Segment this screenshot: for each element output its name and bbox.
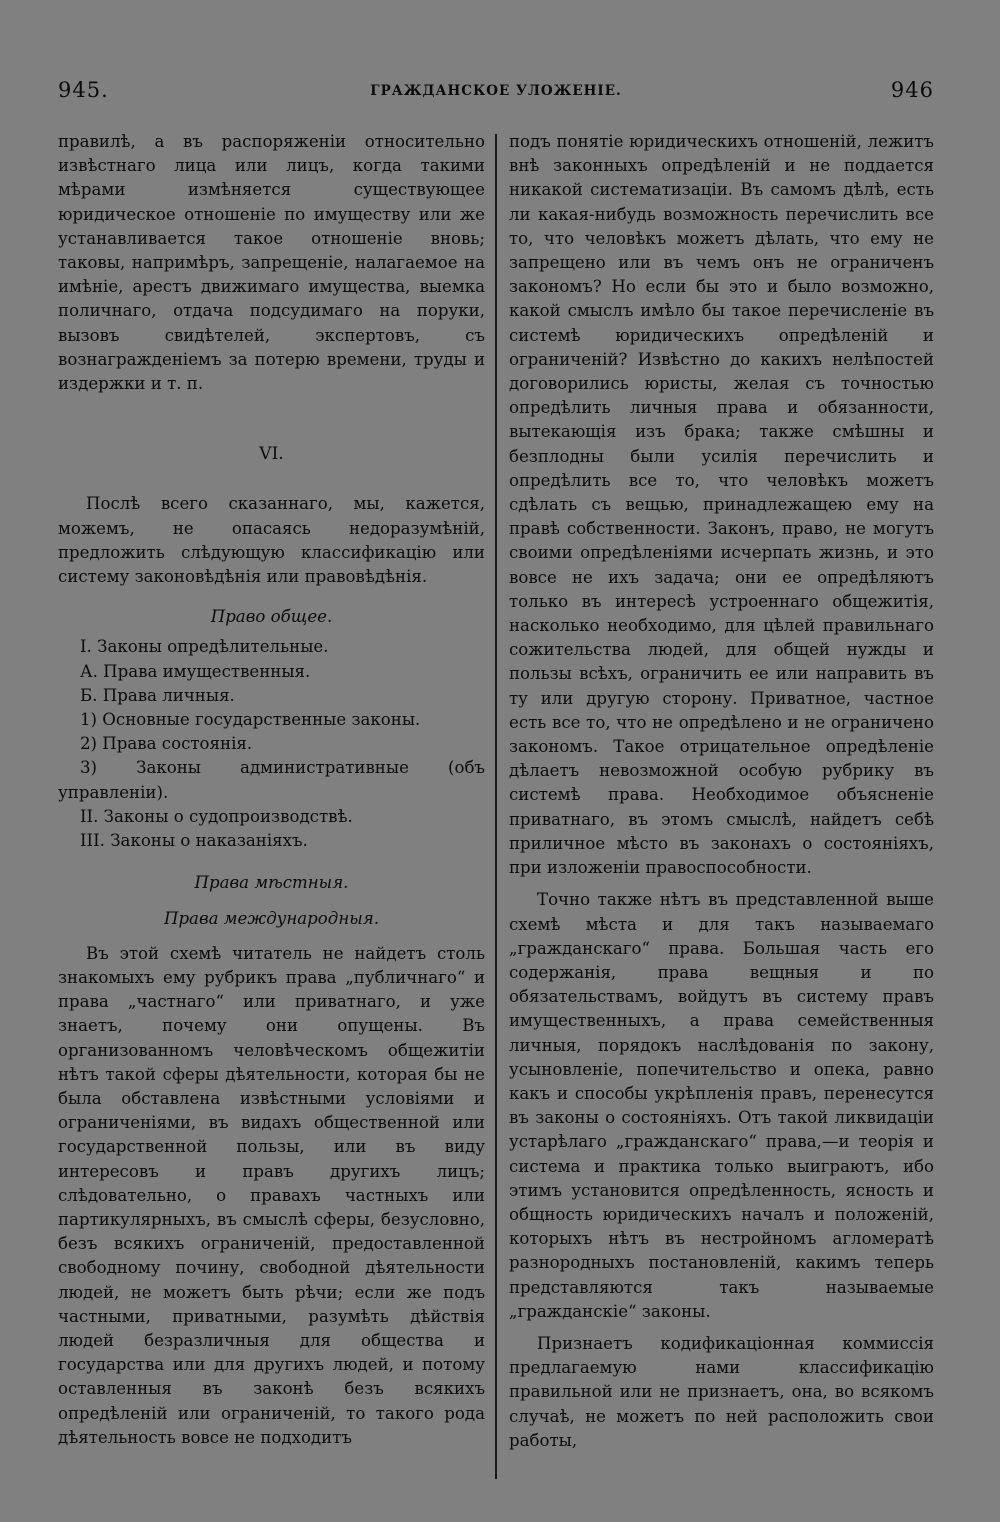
list-item: I. Законы опредѣлительные. [80,637,329,657]
list-item: III. Законы о наказаніяхъ. [80,831,308,851]
subheading: Права мѣстныя. [194,873,349,893]
column-divider [495,134,497,1479]
paragraph: подъ понятіе юридическихъ отношеній, лежитъ внѣ законныхъ опредѣленій и не поддается никакой систематизаціи. Въ самомъ дѣлѣ, есть ли какая-нибудь возможность перечислить все то, что человѣкъ можетъ дѣлать, что ему не запрещено или въ чемъ онъ не ограниченъ закономъ? Но если бы это и было возможно, какой смыслъ имѣло бы такое перечисленіе въ системѣ юридическихъ опредѣленій и ограниченій? Извѣстно до какихъ нелѣпостей договорились юристы, желая съ точностью опредѣлить личныя права и обязанности, вытекающія изъ брака; также смѣшны и безплодны были усилія перечислить и опредѣлить все то, что человѣкъ можетъ сдѣлать съ вещью, принадлежащею ему на правѣ собственности. Законъ, право, не могутъ своими опредѣленіями исчерпать жизнь, и это вовсе не ихъ задача; они ее опредѣляютъ только въ интересѣ устроеннаго общежитія, насколько необходимо, для цѣлей правильнаго сожительства людей, для общей нужды и пользы всѣхъ, ограничить ее или направить въ ту или другую сторону. Приватное, частное есть все то, что не опредѣлено и не ограничено закономъ. Такое отрицательное опредѣленіе дѣлаетъ невозможной особую рубрику въ системѣ права. Необходимое объясненіе приватнаго, въ этомъ смыслѣ, найдетъ себѣ приличное мѣсто въ законахъ о состояніяхъ, при изложеніи правоспособности. [509,132,934,878]
paragraph: Въ этой схемѣ читатель не найдетъ столь знакомыхъ ему рубрикъ права „публичнаго“ и права „частнаго“ или приватнаго, и уже знаетъ, почему они опущены. Въ организованномъ человѣческомъ общежитіи нѣтъ такой сферы дѣятельности, которая бы не была обставлена извѣстными условіями и ограниченіями, въ видахъ общественной или государственной пользы, или въ виду интересовъ и правъ другихъ лицъ; слѣдовательно, о правахъ частныхъ или партикулярныхъ, въ смыслѣ сферы, безусловно, безъ всякихъ ограниченій, предоставленной свободному почину, свободной дѣятельности людей, не можетъ быть рѣчи; если же подъ частными, приватными, разумѣть дѣйствія людей безразличныя для общества и государства или для другихъ людей, и потому оставленныя въ законѣ безъ всякихъ опредѣленій или ограниченій, то такого рода дѣятельность вовсе не подходитъ [58,943,485,1447]
page-header [58,78,934,108]
paragraph: правилѣ, а въ распоряженіи относительно извѣстнаго лица или лицъ, когда такими мѣрами измѣняется существующее юридическое отношеніе по имуществу или же устанавливается такое отношеніе вновь; таковы, напримѣръ, запрещеніе, налагаемое на имѣніе, арестъ движимаго имущества, выемка поличнаго, отдача подсудимаго на поруки, вызовъ свидѣтелей, экспертовъ, съ вознагражденіемъ за потерю времени, труды и издержки и т. п. [58,132,485,394]
left-page-number: 945. [58,78,109,102]
paragraph: Послѣ всего сказаннаго, мы, кажется, можемъ, не опасаясь недоразумѣній, предложить слѣдующую классификацію или систему законовѣдѣнія или правовѣдѣнія. [58,494,485,587]
paragraph: Точно также нѣтъ въ представленной выше схемѣ мѣста и для такъ называемаго „гражданскаго“ права. Большая часть его содержанія, права вещныя и по обязательствамъ, войдутъ въ систему правъ имущественныхъ, а права семейственныя личныя, порядокъ наслѣдованія по закону, усыновленіе, попечительство и опека, равно какъ и способы укрѣпленія правъ, перенесутся въ законы о состояніяхъ. Отъ такой ликвидаціи устарѣлаго „гражданскаго“ права,—и теорія и система и практика только выиграютъ, ибо этимъ установится опредѣленность, ясность и общность юридическихъ началъ и положеній, которыхъ нѣтъ въ нестройномъ агломератѣ разнородныхъ постановленій, какимъ теперь представляются такъ называемые „гражданскіе“ законы. [509,890,934,1321]
right-column [509,130,934,1453]
list-item: II. Законы о судопроизводствѣ. [80,806,353,826]
left-column [58,130,485,1450]
list-item: 1) Основные государственные законы. [80,710,421,730]
subheading: Право общее. [210,607,333,627]
running-title: ГРАЖДАНСКОЕ УЛОЖЕНІЕ. [370,83,622,99]
list-item: Б. Права личныя. [80,685,235,705]
list-item: 2) Права состоянія. [80,734,253,754]
section-number: VI. [259,444,284,465]
right-page-number: 946 [890,78,934,102]
paragraph: Признаетъ кодификаціонная коммиссія предлагаемую нами классификацію правильной или не признаетъ, она, во всякомъ случаѣ, не можетъ по ней расположить свои работы, [509,1333,934,1450]
list-item: 3) Законы административные (объ управленіи). [58,758,485,802]
subheading: Права международныя. [163,909,380,929]
list-item: А. Права имущественныя. [80,661,311,681]
